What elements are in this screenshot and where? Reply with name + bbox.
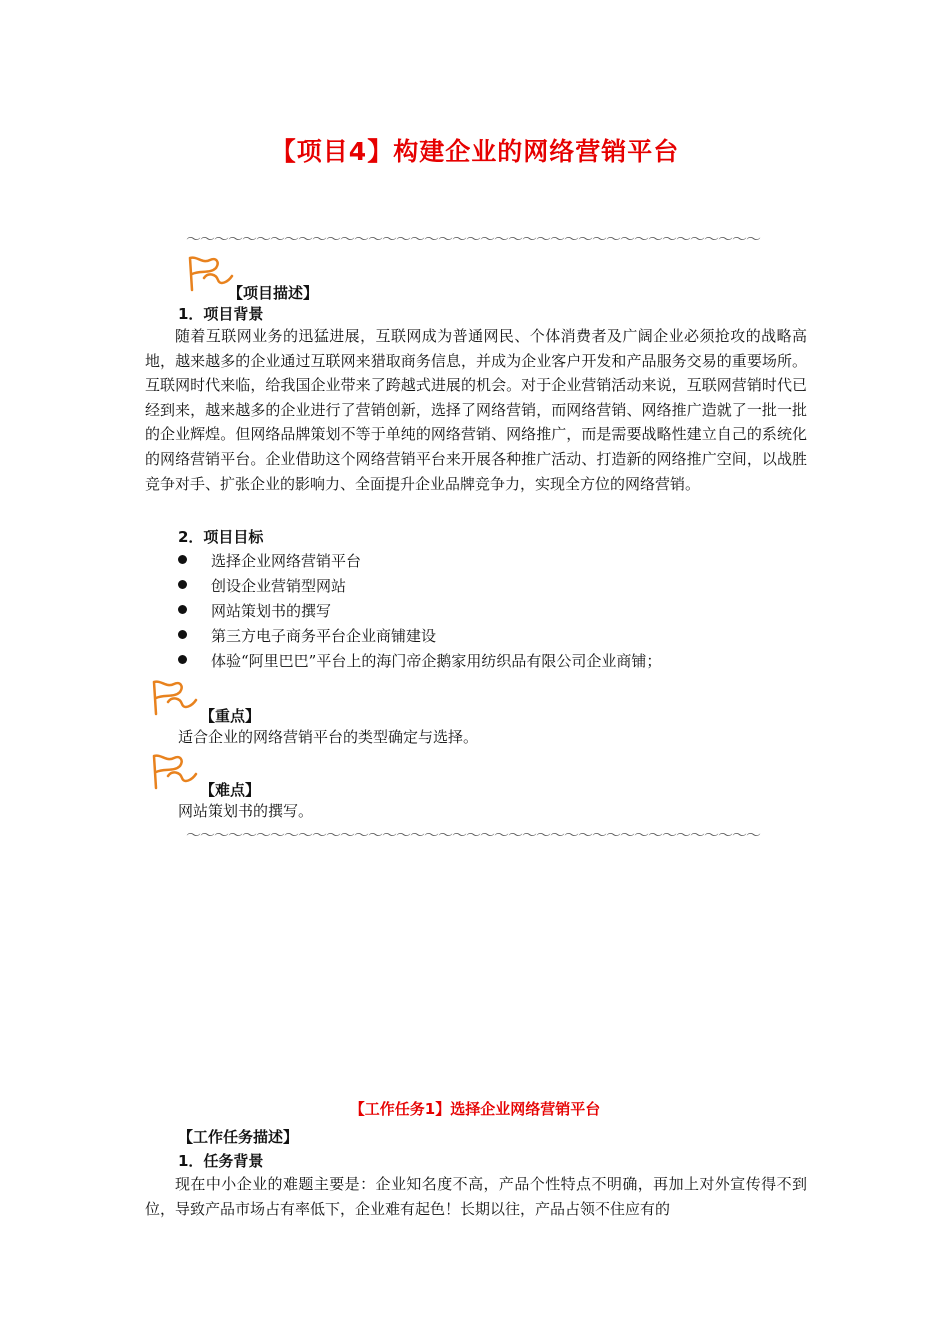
bullet-icon xyxy=(178,655,187,664)
project-background-heading: 1．项目背景 xyxy=(178,305,264,323)
project-description-heading: 【项目描述】 xyxy=(228,284,319,302)
difficulty-heading: 【难点】 xyxy=(200,781,261,799)
goal-item: 第三方电子商务平台企业商铺建设 xyxy=(178,625,436,646)
goal-item: 体验“阿里巴巴”平台上的海门帝企鹅家用纺织品有限公司企业商铺； xyxy=(178,650,661,671)
project-background-text: 随着互联网业务的迅猛进展，互联网成为普通网民、个体消费者及广阔企业必须抢攻的战略高地，越来越多的企业通过互联网来猎取商务信息，并成为企业客户开发和产品服务交易的重要场所。互联网时代来临，给我国企业带来了跨越式进展的机会。对于企业营销活动来说，互联网营销时代已经到来，越来越多的企业进行了营销创新，选择了网络营销，而网络营销、网络推广造就了一批一批的企业辉煌。但网络品牌策划不等于单纯的网络营销、网络推广，而是需要战略性建立自己的系统化的网络营销平台。企业借助这个网络营销平台来开展各种推广活动、打造新的网络推广空间，以战胜竞争对手、扩张企业的影响力、全面提升企业品牌竞争力，实现全方位的网络营销。 xyxy=(145,327,807,493)
wave-divider-bottom: ～～～～～～～～～～～～～～～～～～～～～～～～～～～～～～～～～～～～～～～～～ xyxy=(186,826,761,844)
task-title: 【工作任务1】选择企业网络营销平台 xyxy=(349,1100,601,1118)
difficulty-text: 网站策划书的撰写。 xyxy=(178,802,314,820)
flag-icon xyxy=(150,752,198,790)
task-background-heading: 1．任务背景 xyxy=(178,1152,264,1170)
bullet-icon xyxy=(178,580,187,589)
goal-item: 选择企业网络营销平台 xyxy=(178,550,361,571)
goal-item: 创设企业营销型网站 xyxy=(178,575,346,596)
flag-icon xyxy=(150,678,198,716)
goal-item: 网站策划书的撰写 xyxy=(178,600,331,621)
bullet-icon xyxy=(178,605,187,614)
key-point-text: 适合企业的网络营销平台的类型确定与选择。 xyxy=(178,728,479,746)
page-title: 【项目4】构建企业的网络营销平台 xyxy=(270,137,680,166)
task-background-text: 现在中小企业的难题主要是：企业知名度不高，产品个性特点不明确，再加上对外宣传得不到位，导致产品市场占有率低下，企业难有起色！长期以往，产品占领不住应有的 xyxy=(145,1175,807,1218)
flag-icon xyxy=(186,254,234,292)
task-description-heading: 【工作任务描述】 xyxy=(178,1128,299,1146)
bullet-icon xyxy=(178,555,187,564)
bullet-icon xyxy=(178,630,187,639)
wave-divider-top: ～～～～～～～～～～～～～～～～～～～～～～～～～～～～～～～～～～～～～～～～～ xyxy=(186,230,761,248)
project-goals-heading: 2．项目目标 xyxy=(178,528,264,546)
key-point-heading: 【重点】 xyxy=(200,707,261,725)
